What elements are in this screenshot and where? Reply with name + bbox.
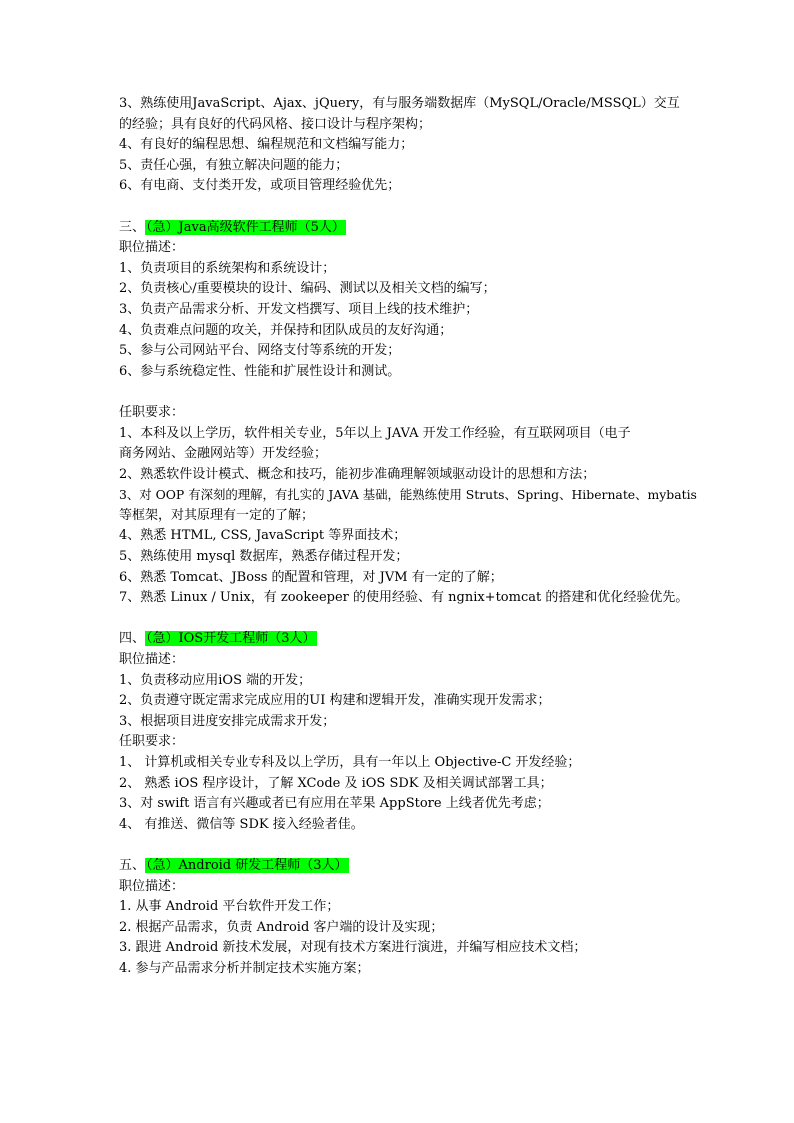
section3-desc-item: 1、负责项目的系统架构和系统设计；: [119, 260, 336, 276]
section5-desc-item: 2. 根据产品需求，负责 Android 客户端的设计及实现；: [119, 919, 444, 935]
section3-title: （急）Java高级软件工程师（5人）: [146, 219, 345, 235]
section3-prefix: 三、: [119, 219, 146, 235]
section4-desc-item: 3、根据项目进度安排完成需求开发；: [119, 713, 336, 729]
section4-req-item: 3、对 swift 语言有兴趣或者已有应用在苹果 AppStore 上线者优先考虑；: [119, 796, 550, 812]
section4-req-label: 任职要求：: [119, 734, 185, 750]
section3-req-item: 商务网站、金融网站等）开发经验；: [119, 446, 328, 462]
section3-desc-item: 5、参与公司网站平台、网络支付等系统的开发；: [119, 343, 401, 359]
section5-desc-item: 3. 跟进 Android 新技术发展，对现有技术方案进行演进，并编写相应技术文档；: [119, 940, 587, 956]
section4-desc-label: 职位描述：: [119, 652, 185, 668]
section5-title: （急）Android 研发工程师（3人）: [146, 857, 348, 873]
section3-req-item: 3、对 OOP 有深刻的理解，有扎实的 JAVA 基础，能熟练使用 Struts、Spring、Hibernate、mybatis: [119, 487, 697, 503]
section3-desc-item: 4、负责难点问题的攻关，并保持和团队成员的友好沟通；: [119, 322, 453, 338]
section3-req-item: 等框架，对其原理有一定的了解；: [119, 507, 315, 523]
section3-req-item: 5、熟练使用 mysql 数据库，熟悉存储过程开发；: [119, 549, 409, 565]
section3-req-item: 6、熟悉 Tomcat、JBoss 的配置和管理，对 JVM 有一定的了解；: [119, 569, 503, 585]
section3-req-item: 4、熟悉 HTML, CSS, JavaScript 等界面技术；: [119, 528, 407, 544]
section3-desc-item: 2、负责核心/重要模块的设计、编码、测试以及相关文档的编写；: [119, 281, 496, 297]
section4-prefix: 四、: [119, 631, 146, 647]
section4-desc-item: 1、负责移动应用iOS 端的开发；: [119, 672, 312, 688]
section4-req-item: 1、 计算机或相关专业专科及以上学历，具有一年以上 Objective-C 开发经验；: [119, 755, 581, 770]
section2-line: 3、熟练使用JavaScript、Ajax、jQuery，有与服务端数据库（MySQL/Oracle/MSSQL）交互: [119, 96, 680, 111]
spacer: [119, 609, 679, 630]
section5-desc-item: 4. 参与产品需求分析并制定技术实施方案；: [119, 960, 370, 976]
spacer: [119, 835, 679, 856]
section3-req-item: 1、本科及以上学历，软件相关专业，5年以上 JAVA 开发工作经验，有互联网项目（电子: [119, 425, 631, 441]
section3-desc-item: 6、参与系统稳定性、性能和扩展性设计和测试。: [119, 363, 401, 379]
section5-prefix: 五、: [119, 857, 146, 873]
spacer: [119, 197, 679, 218]
section3-heading: [119, 218, 679, 239]
section5-heading: [119, 856, 679, 877]
section3-req-item: 2、熟悉软件设计模式、概念和技巧，能初步准确理解领域驱动设计的思想和方法；: [119, 466, 596, 482]
spacer: [119, 382, 679, 403]
section5-desc-label: 职位描述：: [119, 878, 185, 894]
section2-line: 的经验；具有良好的代码风格、接口设计与程序架构；: [119, 116, 432, 132]
section3-req-label: 任职要求：: [119, 404, 185, 420]
section4-heading: [119, 629, 679, 650]
section2-line: 5、责任心强，有独立解决问题的能力；: [119, 157, 349, 173]
section2-line: 4、有良好的编程思想、编程规范和文档编写能力；: [119, 137, 414, 153]
document-page: [119, 94, 697, 980]
section4-req-item: 4、 有推送、微信等 SDK 接入经验者佳。: [119, 816, 364, 832]
section4-desc-item: 2、负责遵守既定需求完成应用的UI 构建和逻辑开发，准确实现开发需求；: [119, 693, 551, 709]
section3-desc-item: 3、负责产品需求分析、开发文档撰写、项目上线的技术维护；: [119, 301, 479, 317]
section5-desc-item: 1. 从事 Android 平台软件开发工作；: [119, 899, 340, 915]
section3-desc-label: 职位描述：: [119, 240, 185, 256]
section3-req-item: 7、熟悉 Linux / Unix，有 zookeeper 的使用经验、有 ngnix+tomcat 的搭建和优化经验优先。: [119, 590, 689, 606]
section2-line: 6、有电商、支付类开发，或项目管理经验优先；: [119, 178, 401, 194]
section4-title: （急）IOS开发工程师（3人）: [146, 631, 316, 647]
section4-req-item: 2、 熟悉 iOS 程序设计，了解 XCode 及 iOS SDK 及相关调试部署工具；: [119, 775, 553, 791]
